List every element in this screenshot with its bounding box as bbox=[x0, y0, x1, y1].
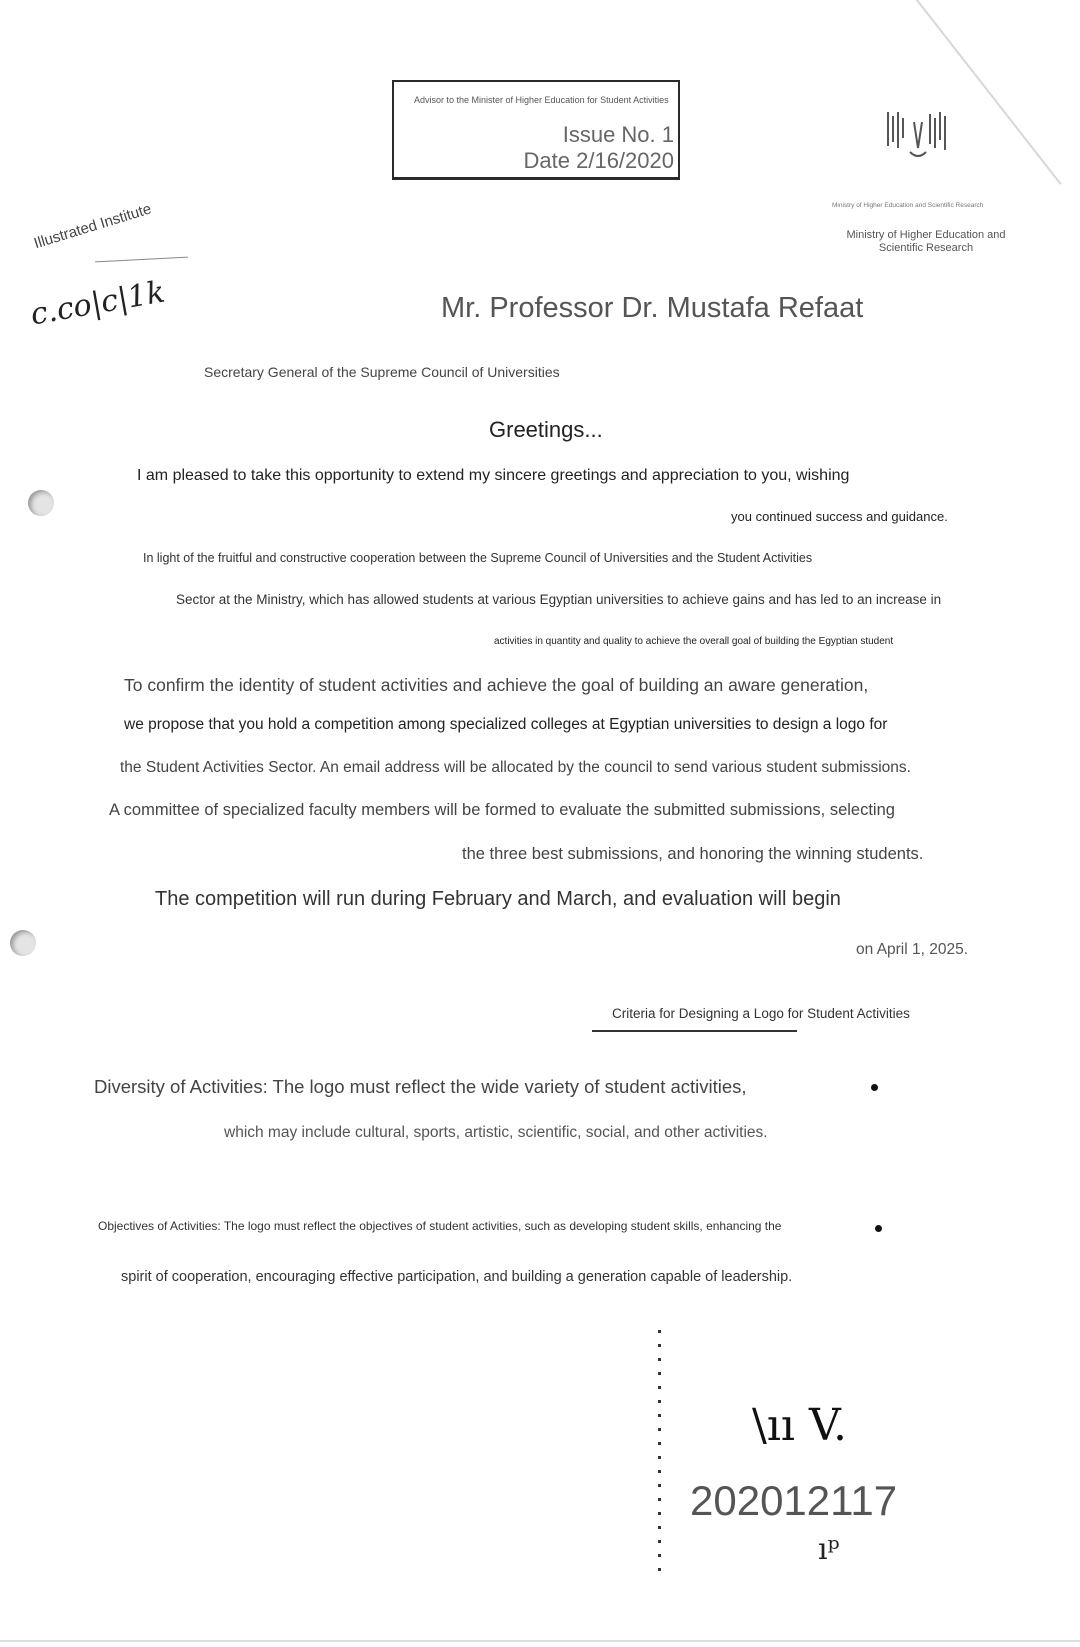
criteria-item-1-line-2: which may include cultural, sports, artistic, scientific, social, and other activities. bbox=[224, 1124, 768, 1141]
criteria-item-1-line-1: Diversity of Activities: The logo must reflect the wide variety of student activities, bbox=[94, 1076, 747, 1097]
punch-hole-bottom bbox=[10, 930, 36, 956]
criteria-item-1-bullet bbox=[871, 1084, 878, 1091]
ministry-small-text: Ministry of Higher Education and Scientific Research bbox=[832, 202, 984, 209]
ministry-name: Ministry of Higher Education and Scientific Research bbox=[846, 229, 1006, 254]
paragraph-line-3: In light of the fruitful and constructive cooperation between the Supreme Council of Universities and the Student Activities bbox=[143, 551, 813, 565]
ministry-logo-icon bbox=[884, 108, 952, 166]
stamp-issue-date bbox=[524, 122, 674, 174]
signature-area-edge bbox=[658, 1330, 661, 1580]
paragraph-line-1: I am pleased to take this opportunity to extend my sincere greetings and appreciation to you, wishing bbox=[137, 467, 850, 484]
criteria-heading-underline bbox=[592, 1030, 797, 1032]
paragraph-line-10: the three best submissions, and honoring the winning students. bbox=[462, 845, 924, 863]
addressee-title: Secretary General of the Supreme Council of Universities bbox=[204, 364, 560, 380]
page-bottom-edge bbox=[0, 1640, 1080, 1642]
addressee-name: Mr. Professor Dr. Mustafa Refaat bbox=[441, 292, 864, 324]
handwritten-reference: c.co|c|1k bbox=[27, 274, 168, 333]
paragraph-line-11: The competition will run during February and March, and evaluation will begin bbox=[155, 888, 841, 910]
stamp-advisor-text: Advisor to the Minister of Higher Education for Student Activities bbox=[414, 95, 669, 105]
greeting-heading: Greetings... bbox=[489, 417, 603, 442]
stamp-date: Date 2/16/2020 bbox=[523, 148, 674, 173]
handwritten-signature: \ıı V. bbox=[752, 1400, 848, 1451]
paragraph-line-5: activities in quantity and quality to achieve the overall goal of building the Egyptian student bbox=[494, 636, 894, 647]
punch-hole-top bbox=[28, 490, 54, 516]
issue-stamp bbox=[392, 80, 680, 180]
paragraph-line-12: on April 1, 2025. bbox=[856, 941, 969, 958]
paragraph-line-2: you continued success and guidance. bbox=[731, 509, 948, 524]
criteria-heading: Criteria for Designing a Logo for Student Activities bbox=[612, 1006, 910, 1021]
paragraph-line-8: the Student Activities Sector. An email address will be allocated by the council to send various student submissions. bbox=[120, 759, 911, 776]
criteria-item-2-line-1: Objectives of Activities: The logo must reflect the objectives of student activities, such as developing student skills, enhancing the bbox=[98, 1219, 782, 1233]
institute-underline bbox=[95, 257, 188, 263]
paragraph-line-6: To confirm the identity of student activities and achieve the goal of building an aware generation, bbox=[124, 675, 869, 695]
paragraph-line-4: Sector at the Ministry, which has allowed students at various Egyptian universities to achieve gains and has led to an increase in bbox=[176, 592, 942, 607]
reference-number: 202012117 bbox=[690, 1477, 898, 1524]
criteria-item-2-line-2: spirit of cooperation, encouraging effective participation, and building a generation capable of leadership. bbox=[121, 1269, 793, 1285]
paragraph-line-7: we propose that you hold a competition among specialized colleges at Egyptian universities to design a logo for bbox=[124, 716, 888, 733]
criteria-item-2-bullet bbox=[875, 1225, 882, 1232]
institute-label: Illustrated Institute bbox=[32, 200, 154, 253]
handwritten-initial: ıᵖ bbox=[818, 1532, 840, 1567]
stamp-issue-number: Issue No. 1 bbox=[562, 122, 674, 147]
paragraph-line-9: A committee of specialized faculty members will be formed to evaluate the submitted submissions, selecting bbox=[109, 801, 895, 819]
